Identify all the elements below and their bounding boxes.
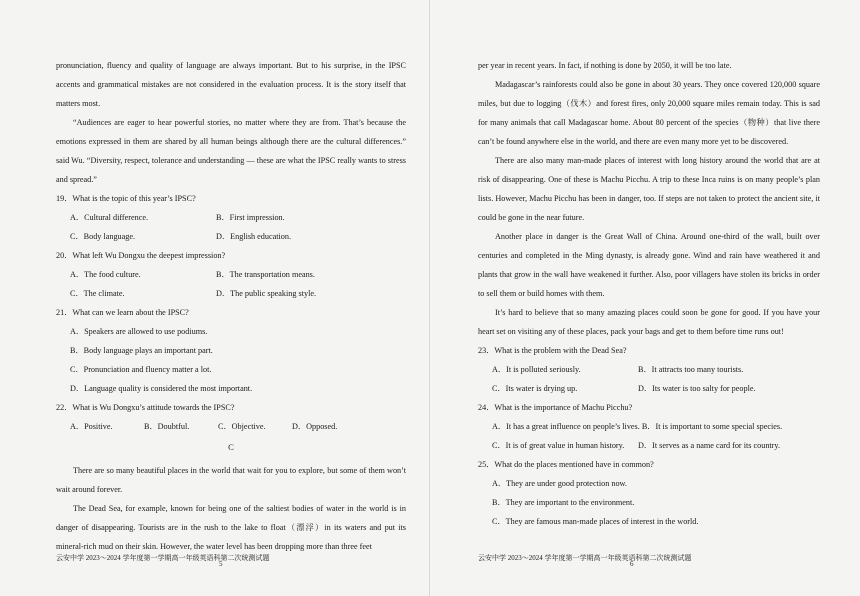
question-23: 23．What is the problem with the Dead Sea? bbox=[478, 346, 627, 355]
option-d: D．The public speaking style. bbox=[216, 289, 317, 298]
option-a: A．It is polluted seriously. bbox=[492, 365, 581, 374]
section-letter: C bbox=[228, 442, 234, 452]
option-a: A．The food culture. bbox=[70, 270, 141, 279]
option-b: B．Body language plays an important part. bbox=[70, 346, 213, 355]
page-6 bbox=[430, 0, 860, 596]
option-c: C．The climate. bbox=[70, 289, 125, 298]
paragraph: There are so many beautiful places in the world that wait for you to explore, but some of them won’t wait around forever. bbox=[56, 466, 406, 494]
option-a: A．They are under good protection now. bbox=[492, 479, 627, 488]
option-c: C．It is of great value in human history. bbox=[492, 441, 625, 450]
options-row bbox=[56, 284, 406, 303]
paragraph: Another place in danger is the Great Wall of China. Around one-third of the wall, built over centuries and completed in the Ming dynasty, is already gone. Wind and rain have weathered it and plants that grow in the wall have weakened it further. Also, poor villagers have stolen its bricks in order to sell them or build homes with them. bbox=[478, 232, 820, 298]
page-footer: 云安中学 2023～2024 学年度第一学期高一年级英语科第二次统测试题 bbox=[56, 554, 270, 562]
paragraph: “Audiences are eager to hear powerful stories, no matter where they are from. That’s because the emotions expressed in them are shared by all human beings although there are the cultural differences.” said Wu. “Diversity, respect, tolerance and understanding — these are what the IPSC really wants to stress and spread.” bbox=[56, 118, 406, 184]
paragraph: Madagascar’s rainforests could also be gone in about 30 years. They once covered 120,000 square miles, but due to logging（伐木）and forest fires, only 20,000 square miles remain today. This is sad for many animals that call Madagascar home. About 80 percent of the species（物种）that live there can’t be found anywhere else in the world, and there are even many more yet to be discovered. bbox=[478, 80, 820, 146]
question-24: 24．What is the importance of Machu Picchu? bbox=[478, 403, 633, 412]
paragraph: pronunciation, fluency and quality of language are always important. But to his surprise, in the IPSC accents and grammatical mistakes are not considered in the evaluation process. It is the story itself that matters most. bbox=[56, 61, 406, 108]
page-number: 6 bbox=[630, 560, 634, 568]
options-row bbox=[56, 227, 406, 246]
page-number: 5 bbox=[219, 560, 223, 568]
options-row: A．It has a great influence on people’s lives. B．It is important to some special species. bbox=[492, 422, 783, 431]
question-19: 19．What is the topic of this year’s IPSC? bbox=[56, 194, 196, 203]
page-footer: 云安中学 2023～2024 学年度第一学期高一年级英语科第二次统测试题 bbox=[478, 554, 692, 562]
option-a: A．Speakers are allowed to use podiums. bbox=[70, 327, 208, 336]
paragraph: The Dead Sea, for example, known for being one of the saltiest bodies of water in the world is in danger of disappearing. Tourists are in the rush to the lake to float（漂浮）in its waters and put its mineral-rich mud on their skin. However, the water level has been dropping more than three feet bbox=[56, 504, 406, 551]
option-c: C．They are famous man-made places of interest in the world. bbox=[492, 517, 699, 526]
option-b: B．They are important to the environment. bbox=[492, 498, 635, 507]
paragraph: per year in recent years. In fact, if nothing is done by 2050, it will be too late. bbox=[478, 61, 732, 70]
option-c: C．Body language. bbox=[70, 232, 136, 241]
option-a: A．Cultural difference. bbox=[70, 213, 149, 222]
options-row bbox=[56, 265, 406, 284]
option-b: B．It attracts too many tourists. bbox=[638, 365, 744, 374]
option-d: D．Opposed. bbox=[292, 422, 338, 431]
option-d: D．Language quality is considered the most important. bbox=[70, 384, 253, 393]
options-row bbox=[56, 417, 406, 436]
options-row bbox=[478, 436, 820, 455]
question-20: 20．What left Wu Dongxu the deepest impression? bbox=[56, 251, 226, 260]
options-row bbox=[478, 379, 820, 398]
options-row bbox=[56, 208, 406, 227]
option-b: B．First impression. bbox=[216, 213, 285, 222]
option-a: A．Positive. bbox=[70, 422, 113, 431]
question-21: 21．What can we learn about the IPSC? bbox=[56, 308, 189, 317]
option-b: B．The transportation means. bbox=[216, 270, 315, 279]
option-c: C．Its water is drying up. bbox=[492, 384, 578, 393]
option-b: B．Doubtful. bbox=[144, 422, 190, 431]
options-row bbox=[478, 360, 820, 379]
option-c: C．Objective. bbox=[218, 422, 266, 431]
question-25: 25．What do the places mentioned have in common? bbox=[478, 460, 654, 469]
question-22: 22．What is Wu Dongxu’s attitude towards the IPSC? bbox=[56, 403, 235, 412]
option-d: D．Its water is too salty for people. bbox=[638, 384, 756, 393]
paragraph: There are also many man-made places of interest with long history around the world that are at risk of disappearing. One of these is Machu Picchu. A trip to these Inca ruins is on many people’s plan lists. However, Machu Picchu has been in danger, too. If steps are not taken to protect the ancient site, it could be gone in the near future. bbox=[478, 156, 820, 222]
option-d: D．It serves as a name card for its country. bbox=[638, 441, 781, 450]
option-d: D．English education. bbox=[216, 232, 292, 241]
paragraph: It’s hard to believe that so many amazing places could soon be gone for good. If you have your heart set on visiting any of these places, pack your bags and get to them before time runs out! bbox=[478, 308, 820, 336]
option-c: C．Pronunciation and fluency matter a lot. bbox=[70, 365, 212, 374]
